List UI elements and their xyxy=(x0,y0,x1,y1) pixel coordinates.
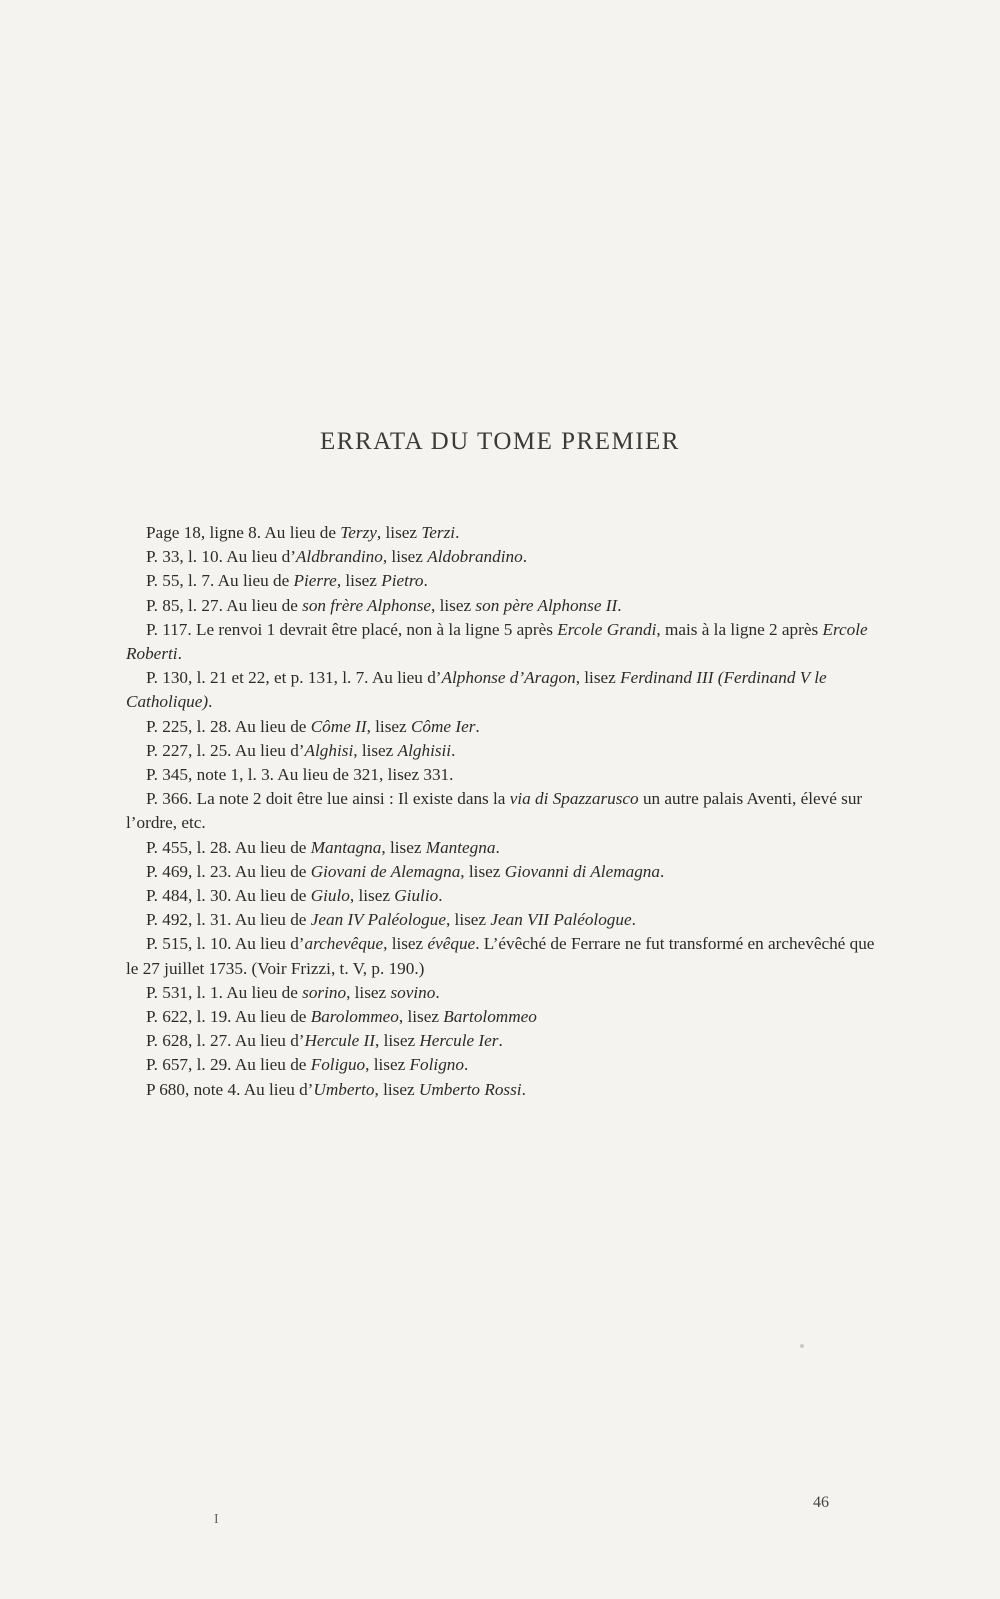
errata-entry: P. 85, l. 27. Au lieu de son frère Alphonse, lisez son père Alphonse II. xyxy=(146,595,622,615)
page-title: ERRATA DU TOME PREMIER xyxy=(320,428,680,455)
paper-speck xyxy=(800,1344,804,1348)
errata-entry: P. 484, l. 30. Au lieu de Giulo, lisez Giulio. xyxy=(146,886,443,906)
errata-entry: P. 657, l. 29. Au lieu de Foliguo, lisez Foligno. xyxy=(146,1055,469,1075)
page-number: 46 xyxy=(813,1494,829,1511)
errata-entry: P. 345, note 1, l. 3. Au lieu de 321, lisez 331. xyxy=(146,765,454,785)
errata-entry: Page 18, ligne 8. Au lieu de Terzy, lisez Terzi. xyxy=(146,523,460,542)
errata-entry: P. 492, l. 31. Au lieu de Jean IV Paléologue, lisez Jean VII Paléologue. xyxy=(146,910,636,930)
errata-entry: P. 225, l. 28. Au lieu de Côme II, lisez Côme Ier. xyxy=(146,716,480,736)
errata-list xyxy=(126,521,878,1102)
errata-entry: P. 130, l. 21 et 22, et p. 131, l. 7. Au lieu d’Alphonse d’Aragon, lisez Ferdinand III (Ferdinand V le Catholique). xyxy=(126,668,827,712)
errata-entry: P. 227, l. 25. Au lieu d’Alghisi, lisez Alghisii. xyxy=(146,740,456,760)
errata-entry: P. 366. La note 2 doit être lue ainsi : Il existe dans la via di Spazzarusco un autre palais Aventi, élevé sur l’ordre, etc. xyxy=(126,789,863,833)
errata-entry: P. 455, l. 28. Au lieu de Mantagna, lisez Mantegna. xyxy=(146,837,500,857)
errata-entry: P. 628, l. 27. Au lieu d’Hercule II, lisez Hercule Ier. xyxy=(146,1031,503,1051)
errata-entry: P. 531, l. 1. Au lieu de sorino, lisez sovino. xyxy=(146,982,440,1002)
errata-entry: P. 117. Le renvoi 1 devrait être placé, non à la ligne 5 après Ercole Grandi, mais à la ligne 2 après Ercole Roberti. xyxy=(126,619,868,664)
errata-entry: P. 33, l. 10. Au lieu d’Aldbrandino, lisez Aldobrandino. xyxy=(146,547,528,567)
errata-entry: P. 469, l. 23. Au lieu de Giovani de Alemagna, lisez Giovanni di Alemagna. xyxy=(146,861,665,881)
errata-entry: P. 55, l. 7. Au lieu de Pierre, lisez Pietro. xyxy=(146,571,428,591)
margin-mark: I xyxy=(214,1512,219,1527)
errata-entry: P 680, note 4. Au lieu d’Umberto, lisez Umberto Rossi. xyxy=(146,1079,526,1099)
errata-entry: P. 515, l. 10. Au lieu d’archevêque, lisez évêque. L’évêché de Ferrare ne fut transformé en archevêché que le 27 juillet 1735. (Voir Frizzi, t. V, p. 190.) xyxy=(126,934,875,978)
errata-entry: P. 622, l. 19. Au lieu de Barolommeo, lisez Bartolommeo xyxy=(146,1007,537,1027)
